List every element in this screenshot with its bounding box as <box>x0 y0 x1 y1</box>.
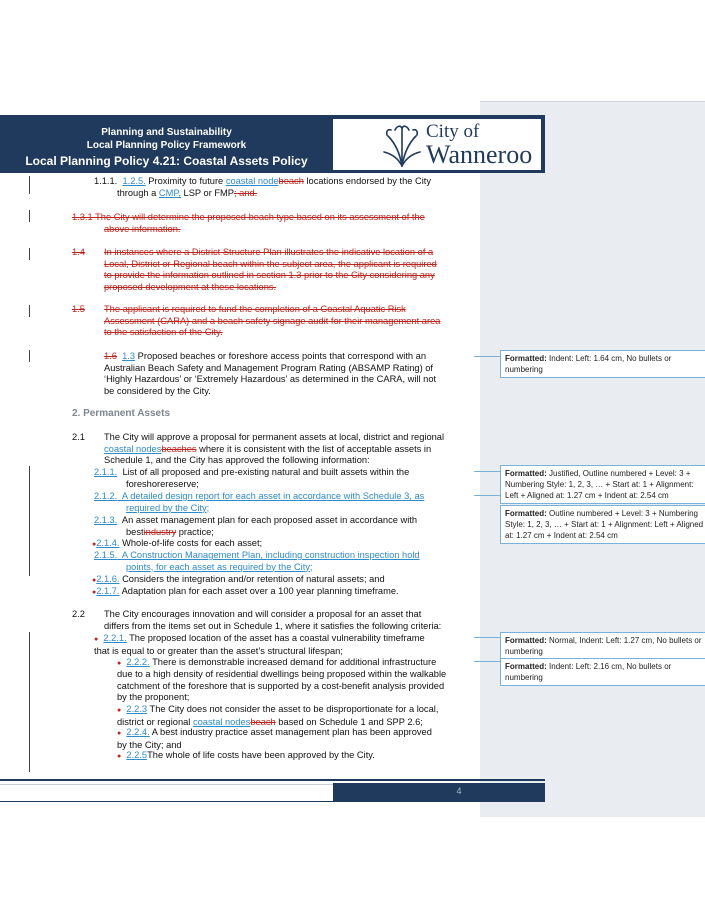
deleted-number: 1.6 <box>104 351 117 361</box>
item-2-2-3 <box>117 704 467 728</box>
item-2-2-2 <box>117 657 467 670</box>
line: proposed development at these locations. <box>104 281 277 292</box>
text: List of all proposed and pre-existing natural and built assets within the <box>122 467 410 477</box>
bullet-icon: ● <box>117 730 122 737</box>
item-2-2-2-cont <box>117 669 479 704</box>
banksia-logo-icon <box>382 122 422 168</box>
inserted-number: 2.2.1. <box>103 633 127 643</box>
line: Local, District or Regional beach within the subject area, the applicant is required <box>104 258 437 269</box>
text: practice; <box>176 526 214 537</box>
bullet-icon: ● <box>92 577 97 584</box>
item-2-1-1 <box>94 467 466 490</box>
change-bar <box>29 248 30 260</box>
format-balloon[interactable] <box>500 658 705 686</box>
line: The City does not consider the asset to be disproportionate for a local, <box>149 704 439 714</box>
deleted-text: beaches <box>161 443 197 454</box>
comments-pane <box>480 101 705 817</box>
inserted-number: 2.1.4. <box>96 538 120 548</box>
inserted-number: 2.1.2. <box>94 491 118 501</box>
format-balloon[interactable] <box>500 350 705 378</box>
bullet-icon: ● <box>117 660 122 667</box>
line: by the City; and <box>117 739 182 750</box>
para-1-5 <box>104 304 466 339</box>
comment-connector <box>474 661 500 662</box>
inserted-number: 1.2.5. <box>122 176 146 186</box>
line: Proposed beaches or foreshore access points that correspond with an <box>137 351 427 361</box>
bullet-icon: ● <box>94 636 99 643</box>
text: where it is consistent with the list of acceptable assets in <box>199 443 432 454</box>
text: through a <box>117 188 157 198</box>
line: Assessment (CARA) and a beach safety signage audit for their management area <box>104 315 441 326</box>
line: A best industry practice asset management plan has been approved <box>151 727 432 737</box>
inserted-text: required by the City; <box>126 502 210 513</box>
line: to provide the information outlined in section 1.3 prior to the City considering any <box>104 270 435 281</box>
balloon-text: Normal, Indent: Left: 1.27 cm, No bullets or numbering <box>505 636 702 656</box>
page-number: 4 <box>456 786 462 796</box>
text: based on Schedule 1 and SPP 2.6; <box>278 716 423 727</box>
format-balloon[interactable] <box>500 505 705 544</box>
line: to the satisfaction of the City. <box>104 327 223 338</box>
item-2-2-5 <box>117 750 467 763</box>
inserted-number: 2.1.7. <box>96 586 120 596</box>
line: be considered by the City. <box>104 385 211 396</box>
para-1-1-1 <box>94 176 474 188</box>
bullet-icon: ● <box>117 753 122 760</box>
deleted-text: ; and. <box>234 188 258 198</box>
para-1-6 <box>104 351 466 397</box>
para-2-2-num: 2.2 <box>72 609 85 619</box>
text: An asset management plan for each proposed asset in accordance with <box>121 515 418 525</box>
change-bar <box>29 210 30 222</box>
format-balloon[interactable] <box>500 632 705 660</box>
bullet-icon: ● <box>117 707 122 714</box>
inserted-number: 2.1.1. <box>94 467 118 477</box>
para-1-5-num: 1.5 <box>72 304 85 314</box>
text: locations endorsed by the City <box>306 176 432 186</box>
inserted-number: 2.2.3 <box>126 704 148 714</box>
inserted-number: 2.2.4. <box>126 727 150 737</box>
para-2-1 <box>104 432 466 467</box>
line: In instances where a District Structure Plan illustrates the indicative location of a <box>104 247 434 257</box>
para-1-4-num: 1.4 <box>72 247 85 257</box>
footer-bottom-rule <box>0 801 545 802</box>
inserted-text: coastal node <box>225 176 279 186</box>
inserted-text: CMP, <box>158 188 181 198</box>
item-2-1-5 <box>94 550 466 573</box>
inserted-number: 2.2.2. <box>126 657 150 667</box>
balloon-text: Indent: Left: 1.64 cm, No bullets or numbering <box>505 354 672 374</box>
text: LSP or FMP <box>183 188 234 198</box>
footer-rule <box>0 779 545 781</box>
text: best <box>126 526 144 537</box>
line: The City encourages innovation and will consider a proposal for an asset that <box>104 609 422 619</box>
balloon-label: Formatted: <box>505 354 547 363</box>
comment-connector <box>474 637 500 638</box>
text: Adaptation plan for each asset over a 100 year planning timeframe. <box>121 586 399 596</box>
inserted-text: coastal nodes <box>192 716 251 727</box>
balloon-label: Formatted: <box>505 636 547 645</box>
line: The City will approve a proposal for permanent assets at local, district and regional <box>104 432 445 442</box>
balloon-label: Formatted: <box>505 469 547 478</box>
logo-wanneroo-text: Wanneroo <box>426 140 533 169</box>
inserted-number: 2.1.3. <box>94 515 118 525</box>
inserted-text: A Construction Management Plan, including construction inspection hold <box>121 550 420 560</box>
line: Schedule 1, and the City has approved the following information: <box>104 455 370 466</box>
bullet-icon: ● <box>92 541 97 548</box>
para-1-1-1-cont <box>117 188 477 200</box>
city-logo <box>333 119 541 170</box>
balloon-label: Formatted: <box>505 509 547 518</box>
para-2-2 <box>104 609 466 632</box>
header-titles <box>0 126 333 170</box>
text: foreshorereserve; <box>126 478 199 489</box>
comment-connector <box>474 495 500 496</box>
logo-city-text: City of <box>426 121 480 142</box>
line: that is equal to or greater than the asset’s structural lifespan; <box>94 645 343 656</box>
inserted-number: 2.2.5 <box>126 750 148 760</box>
item-2-1-7 <box>92 586 464 599</box>
line: due to a high density of residential dwellings being proposed within the walkable <box>117 669 447 679</box>
section-heading-permanent-assets: 2. Permanent Assets <box>72 408 171 419</box>
comment-connector <box>474 356 500 357</box>
balloon-text: Indent: Left: 2.16 cm, No bullets or numbering <box>505 662 672 682</box>
text: Proximity to future <box>148 176 224 186</box>
inserted-text: coastal nodes <box>104 443 162 454</box>
line: There is demonstrable increased demand for additional infrastructure <box>152 657 437 667</box>
balloon-text: Outline numbered + Level: 3 + Numbering Style: 1, 2, 3, … + Start at: 1 + Alignment: Left + Aligned at: 1.27 cm + Indent at: 2.54 cm <box>505 509 704 540</box>
change-bar <box>29 176 30 194</box>
line: The proposed location of the asset has a coastal vulnerability timeframe <box>129 633 425 643</box>
item-number: 1.1.1. <box>94 176 118 186</box>
line: ‘Highly Hazardous’ or ‘Extremely Hazardous’ as determined in the CARA, will not <box>104 374 437 385</box>
line: Australian Beach Safety and Management Program Rating (ABSAMP Rating) of <box>104 362 434 373</box>
line: by the proponent; <box>117 692 190 703</box>
format-balloon[interactable] <box>500 465 705 504</box>
item-2-2-4 <box>117 727 467 751</box>
footer-left <box>0 784 333 801</box>
para-1-3-1: 1.3.1 The City will determine the proposed beach type based on its assessment of the <box>72 212 425 222</box>
item-2-2-1 <box>94 633 466 657</box>
text: Considers the integration and/or retention of natural assets; and <box>122 574 385 584</box>
para-1-3-1-cont: above information. <box>104 224 181 234</box>
header-policy-title: Local Planning Policy 4.21: Coastal Assets Policy <box>25 154 308 168</box>
deleted-text: beach <box>250 716 276 727</box>
header-framework: Local Planning Policy Framework <box>86 140 247 151</box>
change-bar <box>29 466 30 576</box>
line: The applicant is required to fund the completion of a Coastal Aquatic Risk <box>104 304 406 314</box>
header-department: Planning and Sustainability <box>101 127 232 138</box>
text: district or regional <box>117 716 191 727</box>
inserted-number: 1.3 <box>122 351 136 361</box>
change-bar <box>29 350 30 362</box>
comments-pane-border <box>480 101 705 102</box>
text: Whole-of-life costs for each asset; <box>122 538 263 548</box>
change-bar <box>29 305 30 317</box>
para-1-4 <box>104 247 466 293</box>
inserted-number: 2.1.5. <box>94 550 118 560</box>
line: differs from the items set out in Schedule 1, where it satisfies the following criteria: <box>104 620 442 631</box>
item-2-1-6 <box>92 574 464 587</box>
item-2-1-3 <box>94 515 466 538</box>
comment-connector <box>474 471 500 472</box>
para-2-1-num: 2.1 <box>72 432 85 442</box>
line: The whole of life costs have been approved by the City. <box>147 750 375 760</box>
inserted-number: 2.1.6. <box>96 574 120 584</box>
item-2-1-2 <box>94 491 466 514</box>
change-bar <box>29 632 30 772</box>
item-2-1-4 <box>92 538 464 551</box>
balloon-text: Justified, Outline numbered + Level: 3 + Numbering Style: 1, 2, 3, … + Start at: 1 + Alignment: Left + Aligned at: 1.27 cm + Indent at: 2.54 cm <box>505 469 694 500</box>
deleted-text: beach <box>278 176 304 186</box>
deleted-text: industry <box>143 526 177 537</box>
bullet-icon: ● <box>92 589 97 596</box>
inserted-text: points, for each asset as required by the City; <box>126 561 313 572</box>
balloon-label: Formatted: <box>505 662 547 671</box>
line: catchment of the foreshore that is supported by a cost-benefit analysis provided <box>117 680 445 691</box>
inserted-text: A detailed design report for each asset in accordance with Schedule 3, as <box>121 491 425 501</box>
